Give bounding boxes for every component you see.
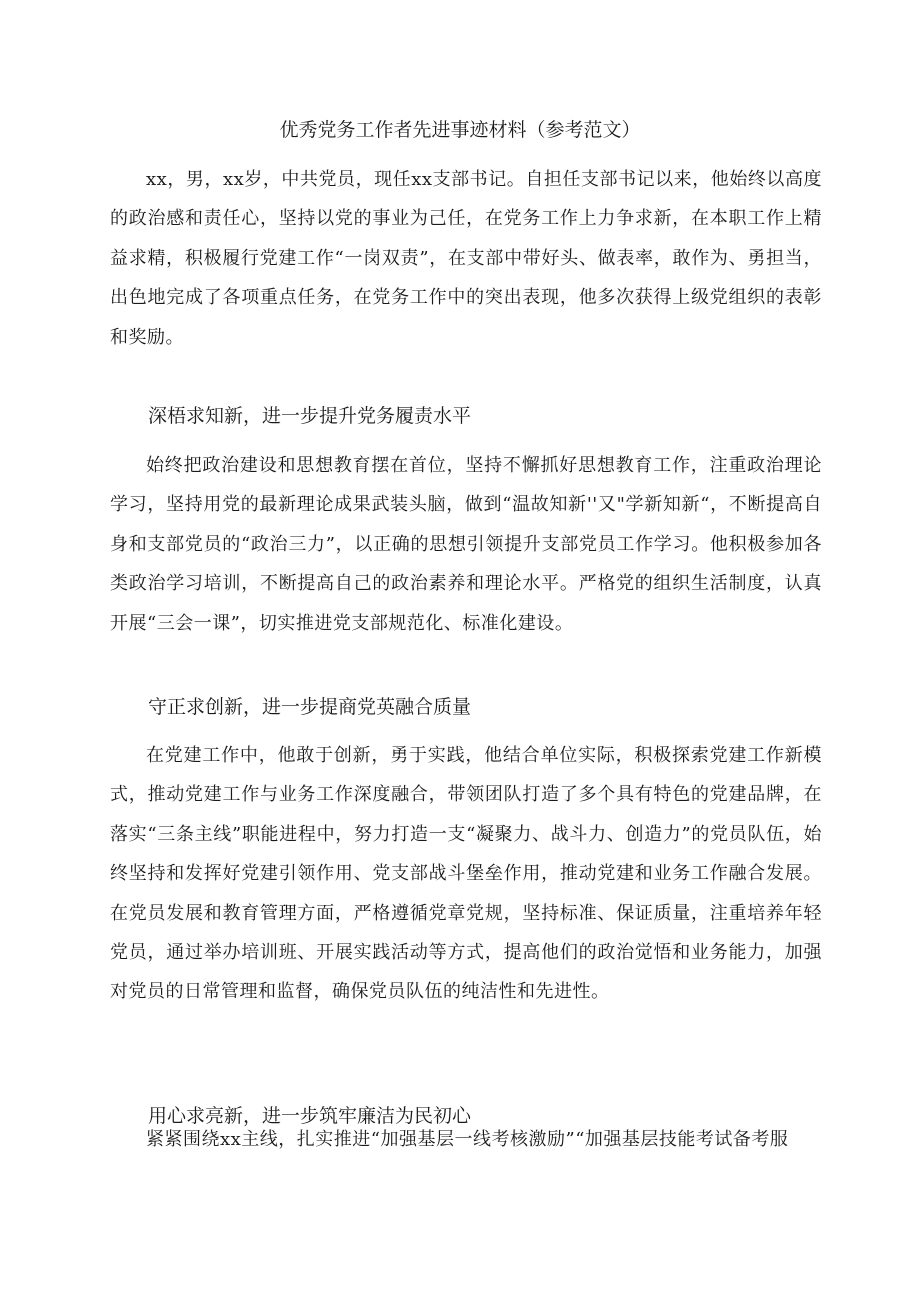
- section-heading-3: 用心求亮新，进一步筑牢廉洁为民初心: [148, 1105, 472, 1127]
- paragraph-section-2: 在党建工作中，他敢于创新，勇于实践，他结合单位实际，积极探索党建工作新模式，推动党建工作与业务工作深度融合，带领团队打造了多个具有特色的党建品牌，在落实“三条主线”职能进程中，努力打造一支“凝聚力、战斗力、创造力”的党员队伍，始终坚持和发挥好党建引领作用、党支部战斗堡垒作用，推动党建和业务工作融合发展。在党员发展和教育管理方面，严格遵循党章党规，坚持标准、保证质量，注重培养年轻党员，通过举办培训班、开展实践活动等方式，提高他们的政治觉悟和业务能力，加强对党员的日常管理和监督，确保党员队伍的纯洁性和先进性。: [110, 745, 822, 1003]
- section-heading-2: 守正求创新，进一步提商党英融合质量: [148, 696, 472, 718]
- paragraph-section-1: 始终把政治建设和思想教育摆在首位，坚持不懈抓好思想教育工作，注重政治理论学习，坚持用党的最新理论成果武装头脑，做到“温故知新''又"学新知新“，不断提高自身和支部党员的“政治三力”，以正确的思想引领提升支部党员工作学习。他积极参加各类政治学习培训，不断提高自己的政治素养和理论水平。严格党的组织生活制度，认真开展“三会一课”，切实推进党支部规范化、标准化建设。: [110, 455, 822, 634]
- paragraph-section-3: 紧紧围绕xx主线，扎实推进“加强基层一线考核激励”“加强基层技能考试备考服: [146, 1129, 789, 1150]
- paragraph-intro: xx，男，xx岁，中共党员，现任xx支部书记。自担任支部书记以来，他始终以高度的政治感和责任心，坚持以党的事业为己任，在党务工作上力争求新，在本职工作上精益求精，积极履行党建工作“一岗双责”，在支部中带好头、做表率，敢作为、勇担当，出色地完成了各项重点任务，在党务工作中的突出表现，他多次获得上级党组织的表彰和奖励。: [110, 169, 822, 348]
- section-heading-1: 深梧求知新，进一步提升党务履责水平: [148, 405, 472, 427]
- document-title: 优秀党务工作者先进事迹材料（参考范文）: [279, 119, 641, 141]
